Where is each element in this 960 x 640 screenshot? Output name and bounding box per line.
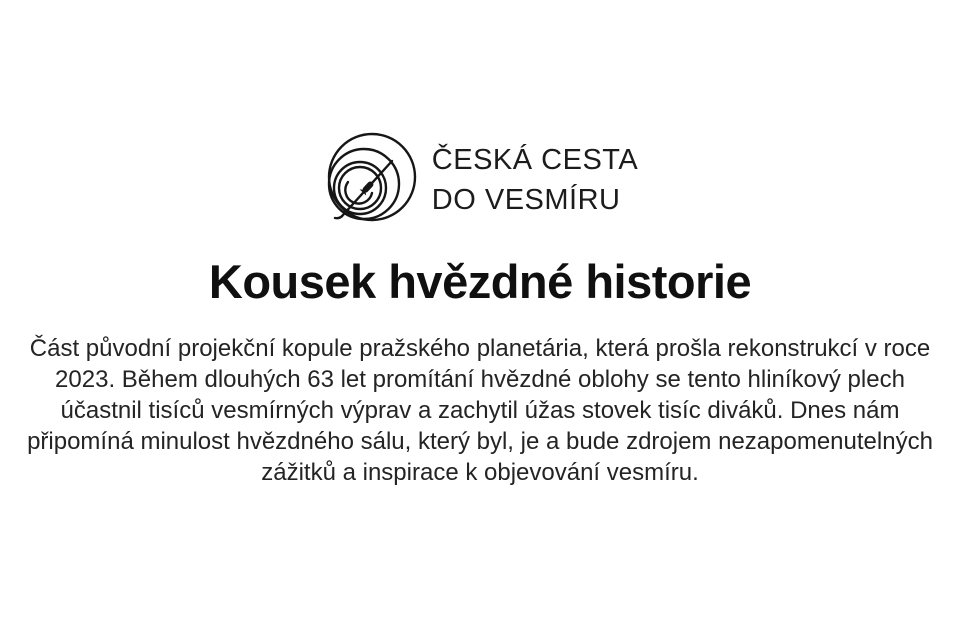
page-title: Kousek hvězdné historie	[208, 255, 752, 308]
body-paragraph: Část původní projekční kopule pražského planetária, která prošla rekonstrukcí v roce 2023. Během dlouhých 63 let promítání hvězdné oblohy se tento hliníkový plech účastnil tisíců vesmírných výprav a zachytil úžas stovek tisíc diváků. Dnes nám připomíná minulost hvězdného sálu, který byl, je a bude zdrojem nezapomenutelných zážitků a inspirace k objevování vesmíru.	[27, 335, 933, 486]
logo-wordmark	[432, 140, 638, 220]
logo-wordmark-line2: DO VESMÍRU	[431, 184, 621, 216]
logo	[322, 132, 638, 228]
orbit-planet-logo-icon	[322, 132, 418, 228]
logo-wordmark-line1: ČESKÁ CESTA	[431, 144, 639, 176]
